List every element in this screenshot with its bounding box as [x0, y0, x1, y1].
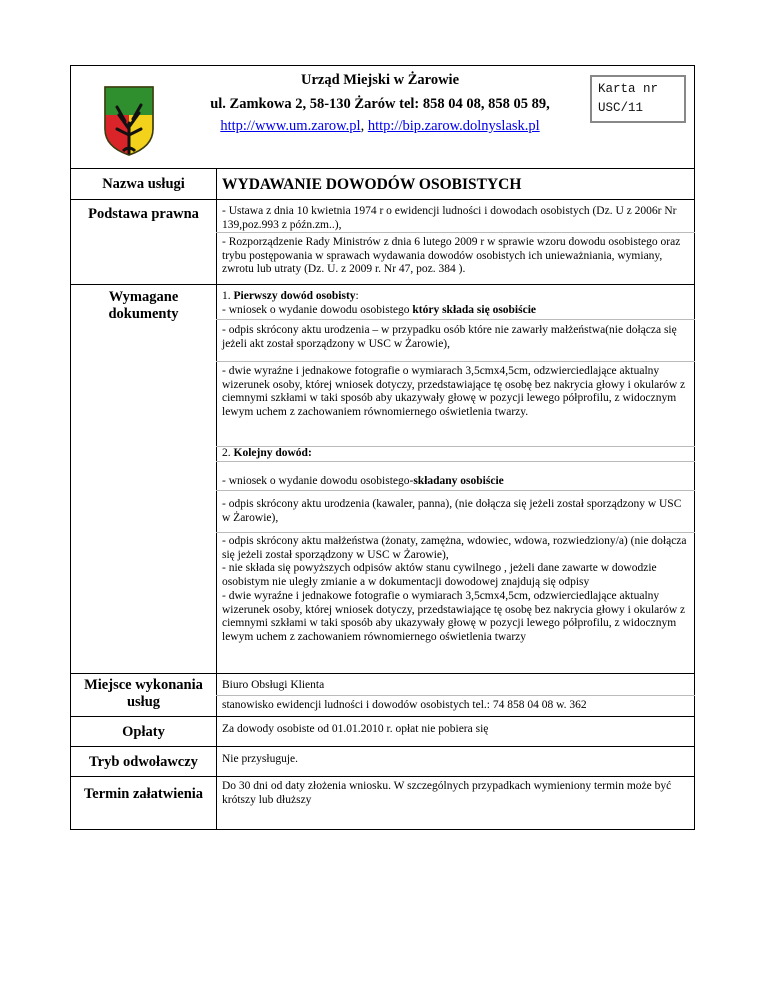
karta-number: USC/11	[598, 101, 644, 115]
first-id-birth-certificate: - odpis skrócony aktu urodzenia – w przypadku osób które nie zawarły małżeństwa(nie dołącza się jeżeli akt został sporządzony w USC w Żarowie),	[222, 324, 677, 350]
website-link[interactable]: http://www.um.zarow.pl	[220, 118, 361, 134]
next-id-documents: - odpis skrócony aktu małżeństwa (żonaty, zamężna, wdowiec, wdowa, rozwiedziony/a) (nie dołącza się jeżeli został sporządzony w USC w Żarowie), - nie składa się powyższych odpisów aktów stanu cywilnego , jeżeli dane zawarte w dowodzie osobistym nie uległy zmianie a w dokumentacji dowodowej znajdują się odpisy - dwie wyraźne i jednakowe fotografie o wymiarach 3,5cmx4,5cm, odzwierciedlające aktualny wizerunek osoby, której wniosek dotyczy, przedstawiające tę osobę bez nakrycia głowy i okularów z ciemnymi szkłami w taki sposób aby ukazywały głowę w pozycji lewego półprofilu, z widocznym lewym uchem z zachowaniem równomiernego oświetlenia twarzy	[222, 535, 687, 643]
service-location-office: Biuro Obsługi Klienta	[222, 679, 325, 691]
appeal-value: Nie przysługuje.	[222, 753, 299, 765]
first-id-title: Pierwszy dowód osobisty	[233, 290, 356, 302]
cell-separator	[216, 461, 695, 462]
service-name-label: Nazwa usługi	[102, 176, 185, 192]
cell-separator	[216, 695, 695, 696]
service-location-desk: stanowisko ewidencji ludności i dowodów osobistych tel.: 74 858 04 08 w. 362	[222, 699, 587, 711]
cell-separator	[216, 532, 695, 533]
first-id-photos: - dwie wyraźne i jednakowe fotografie o wymiarach 3,5cmx4,5cm, odzwierciedlające aktualny wizerunek osoby, której wniosek dotyczy, przedstawiające tę osobę bez nakrycia głowy i okularów z ciemnymi szkłami w taki sposób aby ukazywały głowę w pozycji lewego półprofilu, z widocznym lewym uchem z zachowaniem równomiernego oświetlenia twarzy.	[222, 365, 686, 419]
karta-number-box	[590, 75, 686, 123]
row-divider	[70, 746, 695, 747]
karta-label: Karta nr	[598, 82, 659, 96]
cell-separator	[216, 490, 695, 491]
next-id-section: 2. Kolejny dowód:	[222, 447, 312, 459]
header-divider	[70, 168, 695, 169]
next-id-application: - wniosek o wydanie dowodu osobistego-składany osobiście	[222, 475, 504, 487]
service-name-value: WYDAWANIE DOWODÓW OSOBISTYCH	[222, 176, 522, 193]
office-name: Urząd Miejski w Żarowie	[301, 72, 459, 88]
service-location-label: Miejsce wykonania usług	[84, 677, 203, 710]
header-links	[160, 118, 600, 135]
next-id-birth-certificate: - odpis skrócony aktu urodzenia (kawaler, panna), (nie dołącza się jeżeli został sporządzony w USC w Żarowie),	[222, 498, 682, 524]
link-separator: ,	[360, 118, 365, 134]
required-documents-label: Wymagane dokumenty	[108, 289, 179, 322]
deadline-label: Termin załatwienia	[83, 786, 204, 802]
cell-separator	[216, 361, 695, 362]
deadline-value: Do 30 dni od daty złożenia wniosku. W szczególnych przypadkach wymieniony termin może być krótszy lub dłuższy	[222, 780, 672, 806]
first-id-section: 1. Pierwszy dowód osobisty: - wniosek o wydanie dowodu osobistego który składa się osobiście	[222, 290, 537, 316]
next-id-title: Kolejny dowód:	[233, 447, 312, 459]
row-divider	[70, 716, 695, 717]
appeal-label: Tryb odwoławczy	[89, 754, 198, 770]
coat-of-arms-logo	[103, 85, 155, 157]
bip-link[interactable]: http://bip.zarow.dolnyslask.pl	[367, 118, 540, 134]
row-divider	[70, 199, 695, 200]
fees-value: Za dowody osobiste od 01.01.2010 r. opłat nie pobiera się	[222, 723, 489, 735]
office-address: ul. Zamkowa 2, 58-130 Żarów tel: 858 04 08, 858 05 89,	[210, 96, 550, 112]
legal-basis-label: Podstawa prawna	[88, 206, 199, 222]
row-divider	[70, 776, 695, 777]
fees-label: Opłaty	[122, 724, 165, 740]
row-divider	[70, 284, 695, 285]
legal-basis-act: - Ustawa z dnia 10 kwietnia 1974 r o ewidencji ludności i dowodach osobistych (Dz. U z 2006r Nr 139,poz.993 z późn.zm..),	[222, 205, 677, 231]
legal-basis-regulation: - Rozporządzenie Rady Ministrów z dnia 6 lutego 2009 r w sprawie wzoru dowodu osobistego oraz trybu postępowania w sprawach wydawania dowodów osobistych ich unieważniania, wymiany, zwrotu lub utraty (Dz. U. z 2009 r. Nr 47, poz. 384 ).	[222, 236, 681, 276]
column-divider	[216, 168, 217, 830]
row-divider	[70, 673, 695, 674]
cell-separator	[216, 319, 695, 320]
